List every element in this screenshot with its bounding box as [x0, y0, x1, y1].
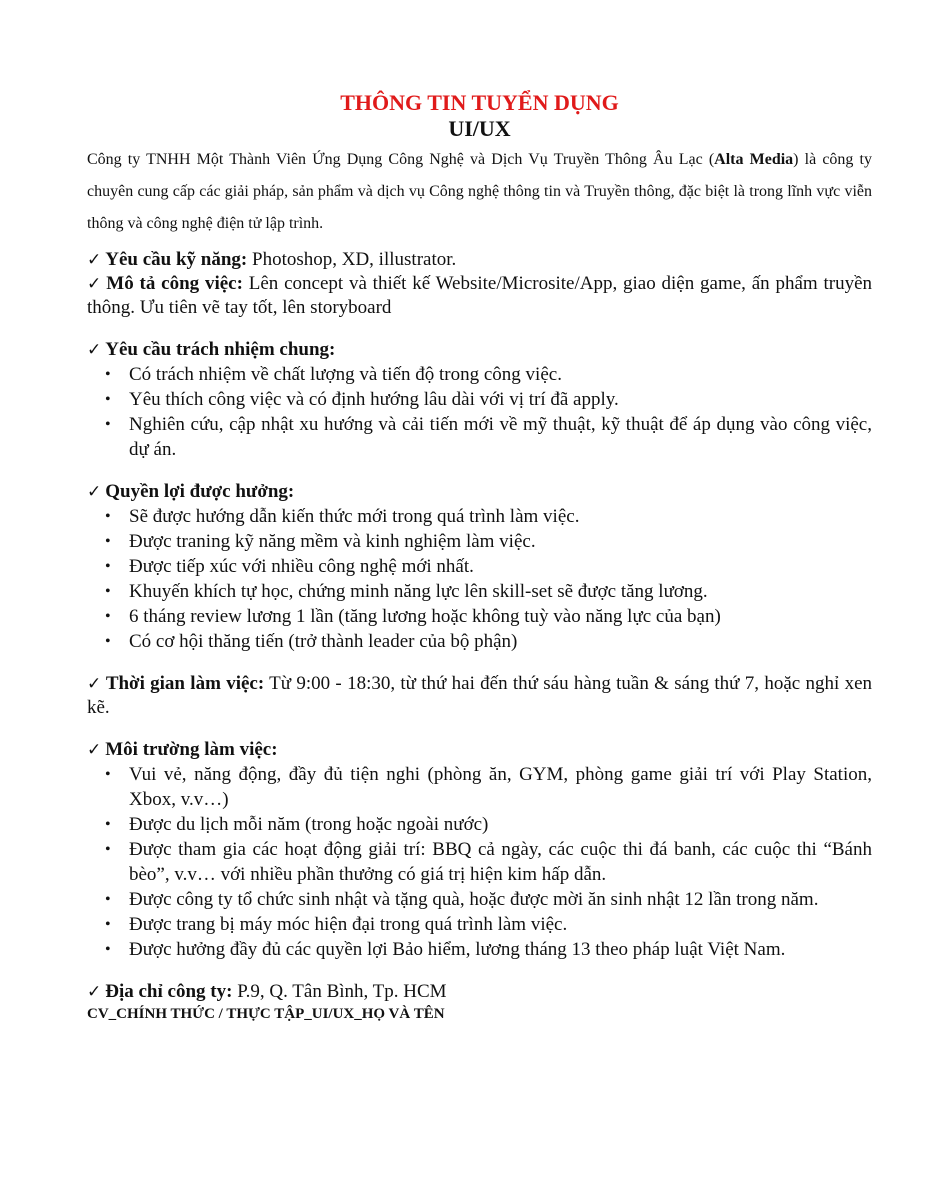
- list-item: • Có trách nhiệm về chất lượng và tiến độ trong công việc.: [129, 362, 872, 387]
- work-time-section: [87, 672, 872, 720]
- intro-text-part1: Công ty TNHH Một Thành Viên Ứng Dụng Công Nghệ và Dịch Vụ Truyền Thông Âu Lạc (: [87, 151, 715, 168]
- page-subtitle: UI/UX: [448, 116, 511, 141]
- job-description-value: Lên concept và thiết kế Website/Microsite/App, giao diện game, ấn phẩm truyền thông. Ưu tiên vẽ tay tốt, lên storyboard: [87, 273, 873, 318]
- list-item: • Yêu thích công việc và có định hướng lâu dài với vị trí đã apply.: [129, 387, 872, 412]
- list-item: • Sẽ được hướng dẫn kiến thức mới trong quá trình làm việc.: [129, 504, 872, 529]
- company-short-name: Alta Media: [714, 151, 794, 168]
- list-item: • Được hưởng đầy đủ các quyền lợi Bảo hiểm, lương tháng 13 theo pháp luật Việt Nam.: [129, 937, 872, 962]
- list-item: • Được du lịch mỗi năm (trong hoặc ngoài nước): [129, 812, 872, 837]
- list-item: • Vui vẻ, năng động, đầy đủ tiện nghi (phòng ăn, GYM, phòng game giải trí với Play Station, Xbox, v.v…): [129, 762, 872, 812]
- check-icon: ✓: [87, 982, 102, 1002]
- list-item: • Có cơ hội thăng tiến (trở thành leader của bộ phận): [129, 629, 872, 654]
- responsibilities-section: [87, 338, 872, 462]
- company-intro: [87, 144, 872, 240]
- benefits-label: Quyền lợi được hưởng:: [105, 481, 295, 502]
- list-item: • Được tiếp xúc với nhiều công nghệ mới nhất.: [129, 554, 872, 579]
- list-item: • Khuyến khích tự học, chứng minh năng lực lên skill-set sẽ được tăng lương.: [129, 579, 872, 604]
- job-description: [87, 272, 872, 320]
- skills-label: Yêu cầu kỹ năng:: [105, 249, 248, 270]
- page-title: THÔNG TIN TUYỂN DỤNG: [340, 90, 619, 115]
- list-item: • Được công ty tổ chức sinh nhật và tặng quà, hoặc được mời ăn sinh nhật 12 lần trong năm.: [129, 887, 872, 912]
- benefits-section: [87, 480, 872, 654]
- list-item: • Được traning kỹ năng mềm và kinh nghiệm làm việc.: [129, 529, 872, 554]
- skills-section: [87, 248, 872, 320]
- address-value: P.9, Q. Tân Bình, Tp. HCM: [232, 981, 447, 1002]
- address-section: [87, 980, 872, 1024]
- work-time-label: Thời gian làm việc:: [105, 673, 265, 694]
- list-item: • 6 tháng review lương 1 lần (tăng lương hoặc không tuỳ vào năng lực của bạn): [129, 604, 872, 629]
- check-icon: ✓: [87, 740, 102, 760]
- list-item: • Được tham gia các hoạt động giải trí: BBQ cả ngày, các cuộc thi đá banh, các cuộc thi “Bánh bèo”, v.v… với nhiều phần thưởng có giá trị hiện kim hấp dẫn.: [129, 837, 872, 887]
- check-icon: ✓: [87, 250, 102, 270]
- check-icon: ✓: [87, 340, 102, 360]
- environment-label: Môi trường làm việc:: [105, 739, 278, 760]
- benefits-list: [87, 504, 872, 654]
- skills-value: Photoshop, XD, illustrator.: [247, 249, 457, 270]
- environment-list: [87, 762, 872, 962]
- work-time-value: Từ 9:00 - 18:30, từ thứ hai đến thứ sáu hàng tuần & sáng thứ 7, hoặc nghỉ xen kẽ.: [87, 673, 872, 718]
- intro-text-part2: ) là công ty chuyên cung cấp các giải pháp, sản phẩm và dịch vụ Công nghệ thông tin và Truyền thông, đặc biệt là trong lĩnh vực viễn thông và công nghệ điện tử lập trình.: [87, 151, 873, 232]
- check-icon: ✓: [87, 482, 102, 502]
- check-icon: ✓: [87, 274, 103, 294]
- check-icon: ✓: [87, 674, 102, 694]
- list-item: • Được trang bị máy móc hiện đại trong quá trình làm việc.: [129, 912, 872, 937]
- environment-section: [87, 738, 872, 962]
- responsibilities-list: [87, 362, 872, 462]
- address-label: Địa chỉ công ty:: [105, 981, 233, 1002]
- cv-filename-format: CV_CHÍNH THỨC / THỰC TẬP_UI/UX_HỌ VÀ TÊN: [87, 1006, 445, 1022]
- list-item: • Nghiên cứu, cập nhật xu hướng và cải tiến mới về mỹ thuật, kỹ thuật để áp dụng vào công việc, dự án.: [129, 412, 872, 462]
- responsibilities-label: Yêu cầu trách nhiệm chung:: [105, 339, 336, 360]
- job-description-label: Mô tả công việc:: [106, 273, 243, 294]
